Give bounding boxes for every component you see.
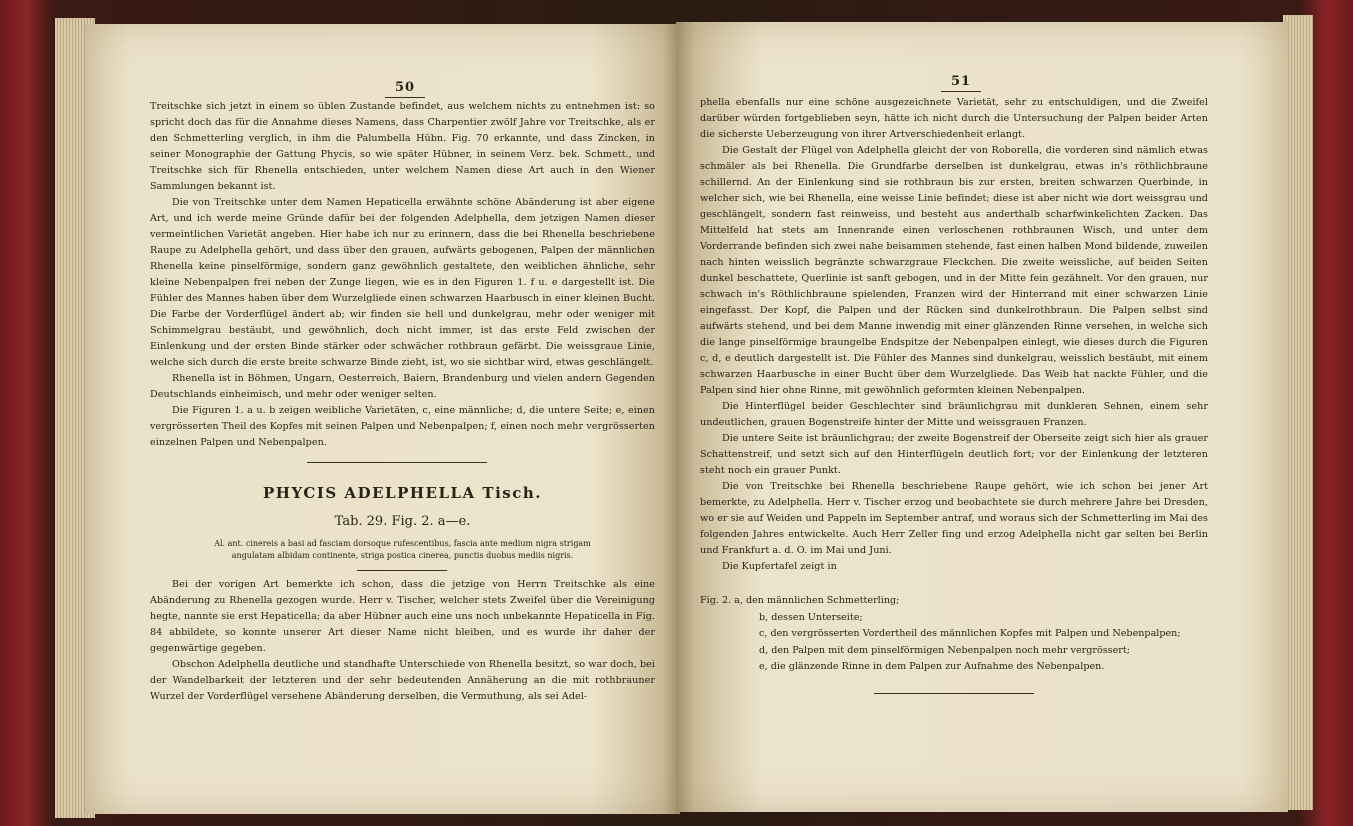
page-number-rule — [941, 91, 981, 92]
body-text — [700, 95, 1208, 575]
paragraph: Rhenella ist in Böhmen, Ungarn, Oesterreich, Baiern, Brandenburg und vielen andern Gegenden Deutschlands einheimisch, und mehr oder weniger selten. — [150, 373, 655, 400]
latin-diagnosis: Al. ant. cinereis a basi ad fasciam dorsoque rufescentibus, fascia ante medium nigra strigam angulatam albidam continente, striga postica cinerea, punctis duobus mediis nigris. — [214, 539, 591, 560]
paragraph: Die Hinterflügel beider Geschlechter sind bräunlichgrau mit dunkleren Sehnen, einem sehr undeutlichen, grauen Bogenstreife hinter der Mitte und weissgrauen Franzen. — [700, 401, 1208, 428]
body-text-top — [150, 99, 655, 451]
figure-legend-item: c, den vergrösserten Vordertheil des männlichen Kopfes mit Palpen und Nebenpalpen; — [759, 628, 1181, 639]
figure-legend-item: d, den Palpen mit dem pinselförmigen Nebenpalpen noch mehr vergrössert; — [759, 644, 1130, 656]
paragraph: Die von Treitschke unter dem Namen Hepaticella erwähnte schöne Abänderung ist aber eigene Art, und ich werde meine Gründe dafür bei der folgenden Adelphella, dem jetzigen Namen dieser vermeintlichen Varietät angeben. Hier habe ich nur zu erinnern, dass die bei Rhenella beschriebene Raupe zu Adelphella gehört, und dass über den grauen, aufwärts gebogenen, Palpen der männlichen Rhenella keine pinselförmige, sondern ganz gewöhnlich gestaltete, den weiblichen ähnliche, sehr kleine Nebenpalpen frei neben der Zunge liegen, wie es in den Figuren 1. f u. e dargestellt ist. Die Fühler des Mannes haben über dem Wurzelgliede einen schwarzen Haarbusch in einer kleinen Bucht. Die Farbe der Vorderflügel ändert ab; wir finden sie hell und dunkelgrau, mehr oder weniger mit Schimmelgrau bestäubt, und gewöhnlich, doch nicht immer, ist das erste Feld zwischen der Einlenkung und der ersten Binde stärker oder schwächer rothbraun gefärbt. Die weissgraue Linie, welche sich durch die erste breite schwarze Binde zieht, ist, wo sie sichtbar wird, etwas geschlängelt. — [150, 197, 655, 368]
figure-legend-item: b, dessen Unterseite; — [759, 611, 863, 623]
left-page — [85, 24, 680, 814]
paragraph: Die von Treitschke bei Rhenella beschriebene Raupe gehört, wie ich schon bei jener Art bemerkte, zu Adelphella. Herr v. Tischer erzog und beobachtete sie durch mehrere Jahre bei Dresden, wo er sie auf Weiden und Pappeln im September antraf, und woraus sich der Schmetterling im Mai des folgenden Jahres entwickelte. Auch Herr Zeller fing und erzog Adelphella nicht gar selten bei Berlin und Frankfurt a. d. O. im Mai und Juni. — [700, 481, 1208, 556]
figure-legend-item: e, die glänzende Rinne in dem Palpen zur Aufnahme des Nebenpalpen. — [759, 661, 1105, 672]
species-heading: PHYCIS ADELPHELLA Tisch. — [263, 484, 542, 502]
paragraph: Die Kupfertafel zeigt in — [722, 561, 837, 572]
end-rule — [874, 693, 1034, 694]
figure-legend — [700, 593, 1208, 676]
paragraph: phella ebenfalls nur eine schöne ausgezeichnete Varietät, sehr zu entschuldigen, und die Zweifel darüber würden fortgeblieben seyn, hätte ich nicht durch die Untersuchung der Palpen beider Arten die sicherste Ueberzeugung von ihrer Artverschiedenheit erlangt. — [700, 97, 1208, 140]
paragraph: Die Figuren 1. a u. b zeigen weibliche Varietäten, c, eine männliche; d, die untere Seite; e, einen vergrösserten Theil des Kopfes mit seinen Palpen und Nebenpalpen; f, einen noch mehr vergrösserten einzelnen Palpen und Nebenpalpen. — [150, 405, 655, 448]
paragraph: Bei der vorigen Art bemerkte ich schon, dass die jetzige von Herrn Treitschke als eine Abänderung zu Rhenella gezogen wurde. Herr v. Tischer, welcher stets Zweifel über die Vereinigung hegte, nannte sie erst Hepaticella; da aber Hübner auch eine uns noch unbekannte Hepaticella in Fig. 84 abbildete, so konnte unserer Art dieser Name nicht bleiben, und es wurde ihr daher der gegenwärtige gegeben. — [150, 579, 655, 654]
diagnosis-rule — [357, 570, 447, 571]
paragraph: Die Gestalt der Flügel von Adelphella gleicht der von Roborella, die vorderen sind nämlich etwas schmäler als bei Rhenella. Die Grundfarbe derselben ist dunkelgrau, etwas in's röthlichbraune schillernd. An der Einlenkung sind sie rothbraun bis zur ersten, breiten schwarzen Querbinde, in welcher sich, wie bei Rhenella, eine weisse Linie befindet; diese ist aber nicht wie dort weissgrau und geschlängelt, sondern fast reinweiss, und besteht aus anderthalb scharfwinkelichten Zacken. Das Mittelfeld hat stets am Innenrande einen verloschenen rothbraunen Wisch, und unter dem Vorderrande befinden sich zwei nahe beisammen stehende, fast einen halben Mond bildende, zuweilen nach hinten weisslich begränzte schwarzgraue Fleckchen. Die zweite weissliche, auf beiden Seiten dunkel beschattete, Querlinie ist sanft gebogen, und in der Mitte fein gezähnelt. Vor den grauen, nur schwach in's Röthlichbraune spielenden, Franzen wird der Hinterrand mit einer schwarzen Linie eingefasst. Der Kopf, die Palpen und der Rücken sind dunkelrothbraun. Die Palpen selbst sind aufwärts stehend, und bei dem Manne inwendig mit einer glänzenden Rinne versehen, in welche sich die lange pinselförmige braungelbe Endspitze der Nebenpalpen einlegt, wie dieses durch die Figuren c, d, e deutlich dargestellt ist. Die Fühler des Mannes sind dunkelgrau, weisslich bestäubt, mit einem schwarzen Haarbusche in einer Bucht über dem Wurzelgliede. Das Weib hat nackte Fühler, und die Palpen sind hier ohne Rinne, mit gewöhnlich geformten kleinen Nebenpalpen. — [700, 145, 1208, 396]
right-page — [676, 22, 1288, 812]
paragraph: Die untere Seite ist bräunlichgrau; der zweite Bogenstreif der Oberseite zeigt sich hier als grauer Schattenstreif, und setzt sich auf den Hinterflügeln deutlich fort; vor der Einlenkung der letzteren steht noch ein grauer Punkt. — [700, 433, 1208, 476]
page-number: 50 — [395, 80, 416, 95]
page-number: 51 — [951, 74, 972, 89]
paragraph: Treitschke sich jetzt in einem so üblen Zustande befindet, aus welchem nichts zu entnehmen ist: so spricht doch das für die Annahme dieses Namens, dass Charpentier zwölf Jahre vor Treitschke, als er den Schmetterling verglich, in ihm die Palumbella Hübn. Fig. 70 erkannte, und dass Zincken, in seiner Monographie der Gattung Phycis, so wie später Hübner, in seinem Verz. bek. Schmett., und Treitschke sich für Rhenella entschieden, unter welchem Namen diese Art auch in den Wiener Sammlungen bekannt ist. — [150, 101, 655, 192]
plate-reference: Tab. 29. Fig. 2. a—e. — [334, 514, 471, 529]
figure-legend-item: Fig. 2. a, den männlichen Schmetterling; — [700, 595, 900, 606]
body-text-bottom — [150, 577, 655, 705]
section-rule — [307, 462, 487, 463]
paragraph: Obschon Adelphella deutliche und standhafte Unterschiede von Rhenella besitzt, so war doch, bei der Wandelbarkeit der letzteren und der sehr bedeutenden Annäherung an die mit rothbrauner Wurzel der Vorderflügel versehene Abänderung derselben, die Vermuthung, als sei Adel- — [150, 659, 655, 702]
page-number-rule — [385, 97, 425, 98]
